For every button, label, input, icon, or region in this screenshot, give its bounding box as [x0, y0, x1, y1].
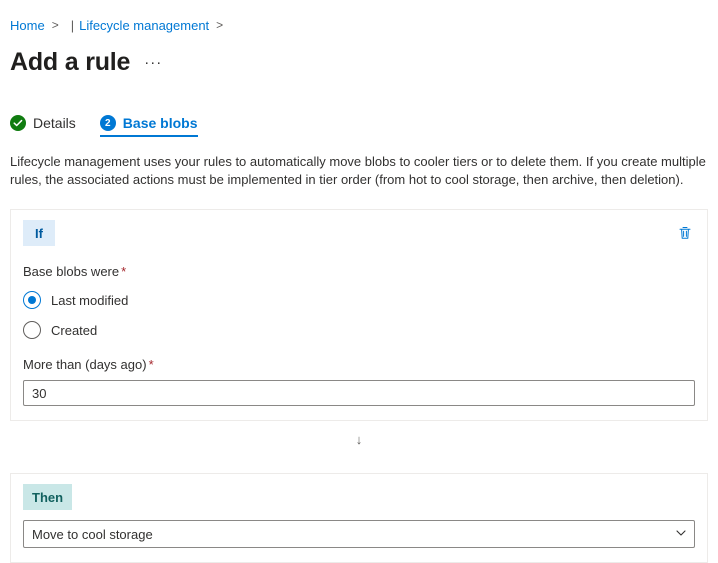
tab-details-label: Details	[33, 115, 76, 131]
if-pill-label: If	[23, 220, 55, 246]
breadcrumb-item-home[interactable]: Home	[10, 17, 45, 33]
breadcrumb-item-lifecycle-management[interactable]: Lifecycle management	[79, 17, 210, 33]
delete-icon[interactable]	[675, 223, 695, 243]
if-card-header	[23, 220, 695, 246]
step-number-badge: 2	[100, 115, 116, 131]
arrow-down-icon: ↓	[355, 431, 363, 447]
wizard-tabs	[10, 107, 708, 137]
radio-indicator-created[interactable]	[23, 321, 41, 339]
base-blobs-were-text: Base blobs were	[23, 264, 120, 279]
days-ago-input[interactable]	[23, 380, 695, 406]
action-select[interactable]	[23, 520, 695, 548]
tab-details[interactable]	[10, 115, 76, 137]
if-condition-card	[10, 209, 708, 421]
breadcrumb-pipe: |	[70, 17, 75, 33]
more-than-days-label	[23, 357, 695, 372]
tab-base-blobs[interactable]	[100, 115, 198, 137]
breadcrumb-trailing-separator-icon: >	[216, 18, 224, 32]
base-blobs-were-label	[23, 264, 695, 279]
radio-option-last-modified[interactable]	[23, 291, 695, 309]
more-than-days-text: More than (days ago)	[23, 357, 147, 372]
required-asterisk: *	[121, 264, 127, 279]
action-select-wrapper	[23, 520, 695, 548]
page-title: Add a rule	[10, 48, 131, 76]
breadcrumb-separator-icon: >	[51, 18, 59, 32]
tab-base-blobs-label: Base blobs	[122, 115, 198, 131]
required-asterisk-days: *	[148, 357, 154, 372]
action-select-value: Move to cool storage	[32, 526, 153, 542]
radio-label-last-modified: Last modified	[51, 292, 129, 308]
then-pill-label: Then	[23, 484, 72, 510]
radio-label-created: Created	[51, 322, 98, 338]
flow-connector	[10, 425, 708, 453]
check-circle-icon	[10, 115, 26, 131]
more-options-icon[interactable]: ···	[144, 54, 163, 71]
page-description: Lifecycle management uses your rules to automatically move blobs to cooler tiers or to delete them. If you create multiple rules, the associated actions must be implemented in tier order (from hot to cool storage, then archive, then deletion).	[10, 154, 706, 187]
then-action-card	[10, 473, 708, 563]
breadcrumb	[10, 0, 708, 42]
radio-indicator-last-modified[interactable]	[23, 291, 41, 309]
radio-option-created[interactable]	[23, 321, 695, 339]
then-card-header	[23, 484, 695, 510]
title-row	[10, 48, 708, 77]
